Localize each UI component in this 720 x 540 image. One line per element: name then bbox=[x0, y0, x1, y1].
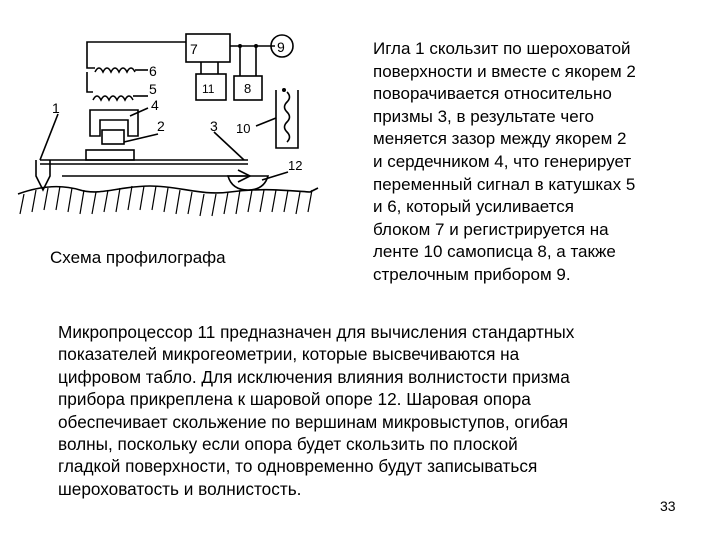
junction-dot-1 bbox=[238, 44, 242, 48]
label-5: 5 bbox=[149, 81, 157, 97]
text-line: стрелочным прибором 9. bbox=[373, 264, 571, 284]
label-2: 2 bbox=[157, 118, 165, 134]
label-12: 12 bbox=[288, 158, 303, 173]
leader-10 bbox=[256, 118, 276, 126]
coil-6 bbox=[95, 68, 135, 72]
text-line: и 6, который усиливается bbox=[373, 197, 574, 217]
recorder-pen-dot bbox=[282, 88, 286, 92]
text-line: прибора прикреплена к шаровой опоре 12. Шаровая опора bbox=[58, 389, 531, 410]
text-line: показателей микрогеометрии, которые высвечиваются на bbox=[58, 344, 520, 365]
recorder-tape-frame bbox=[276, 90, 298, 148]
text-line: поверхности и вместе с якорем 2 bbox=[373, 61, 636, 81]
text-line: Микропроцессор 11 предназначен для вычисления стандартных bbox=[58, 322, 575, 342]
wire-coil-lower bbox=[87, 72, 93, 92]
page-number: 33 bbox=[660, 498, 676, 514]
text-line: шероховатость и волнистость. bbox=[58, 478, 302, 499]
text-line: ленте 10 самописца 8, а также bbox=[373, 242, 616, 262]
label-7: 7 bbox=[190, 41, 198, 57]
label-4: 4 bbox=[151, 97, 159, 113]
coil-5 bbox=[93, 96, 133, 100]
armature-2 bbox=[102, 130, 124, 144]
leader-1 bbox=[40, 114, 58, 160]
label-10: 10 bbox=[236, 121, 251, 136]
label-11: 11 bbox=[202, 82, 215, 96]
microprocessor-paragraph bbox=[58, 321, 678, 500]
label-3: 3 bbox=[210, 118, 218, 134]
text-line: и сердечником 4, что генерирует bbox=[373, 151, 632, 171]
text-line: Игла 1 скользит по шероховатой bbox=[373, 39, 631, 58]
text-line: меняется зазор между якорем 2 bbox=[373, 129, 627, 149]
recorder-trace bbox=[285, 92, 290, 142]
text-line: гладкой поверхности, то одновременно будут записываться bbox=[58, 456, 538, 477]
wire-coil-to-amplifier bbox=[87, 42, 186, 68]
text-line: переменный сигнал в катушках 5 bbox=[373, 174, 636, 194]
description-paragraph bbox=[373, 38, 693, 287]
text-line: блоком 7 и регистрируется на bbox=[373, 219, 609, 239]
text-line: поворачивается относительно bbox=[373, 84, 612, 104]
text-line: волны, поскольку если опора будет скользить по плоской bbox=[58, 434, 518, 455]
leader-3 bbox=[214, 132, 244, 160]
label-1: 1 bbox=[52, 100, 60, 116]
text-line: обеспечивает скольжение по вершинам микровыступов, огибая bbox=[58, 411, 569, 432]
ball-support-12 bbox=[228, 176, 268, 190]
text-line: цифровом табло. Для исключения влияния волнистости призма bbox=[58, 366, 570, 387]
text-line: призмы 3, в результате чего bbox=[373, 106, 594, 126]
prism-3 bbox=[86, 150, 134, 160]
core-4 bbox=[90, 110, 138, 136]
junction-dot-2 bbox=[254, 44, 258, 48]
label-8: 8 bbox=[244, 81, 252, 96]
label-6: 6 bbox=[149, 63, 157, 79]
diagram-caption: Схема профилографа bbox=[50, 248, 226, 267]
label-9: 9 bbox=[277, 39, 285, 55]
